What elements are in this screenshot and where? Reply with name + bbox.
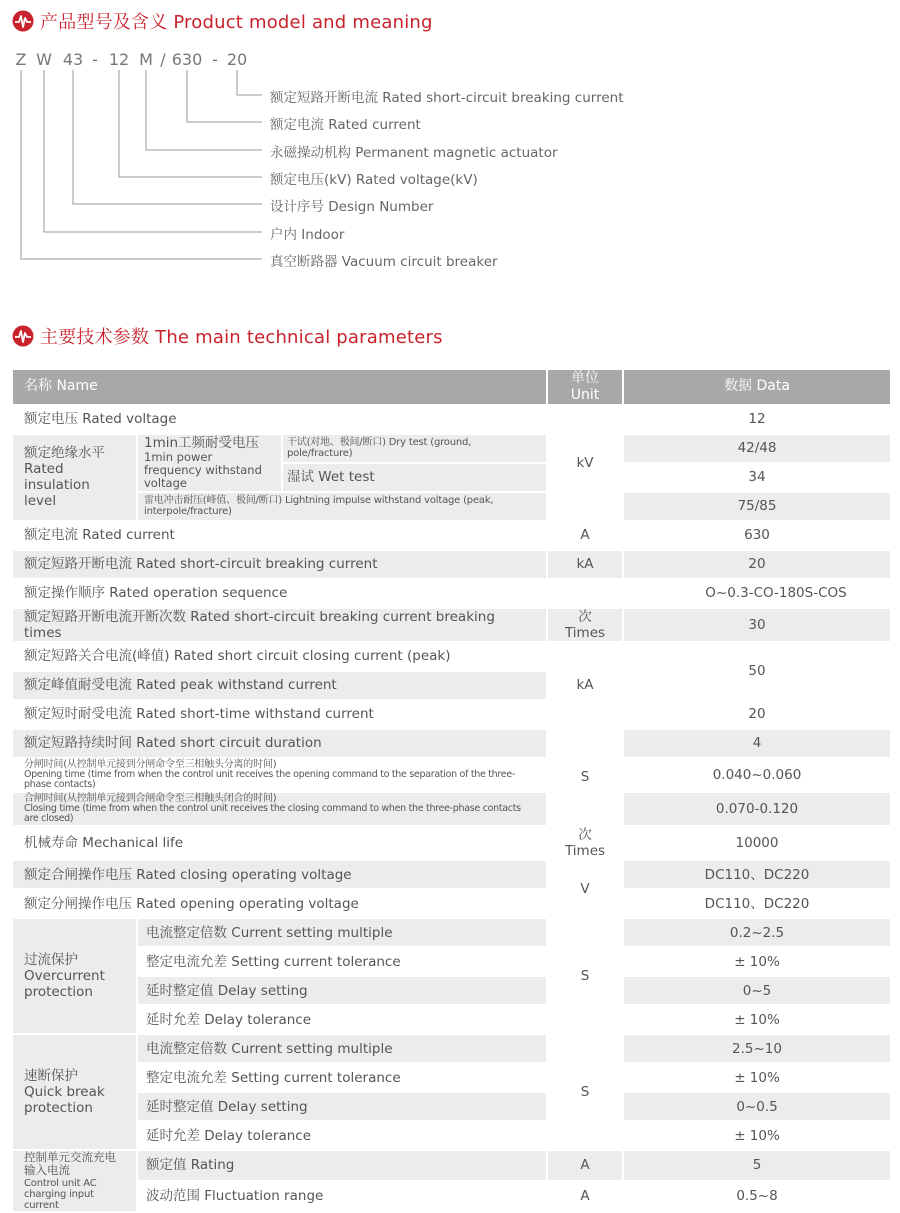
param-unit: V [547, 860, 623, 918]
header-name: 名称 Name [13, 370, 547, 405]
table-row [13, 1092, 891, 1121]
section-title: 产品型号及含义 Product model and meaning [40, 12, 433, 33]
param-name: 延时允差 Delay tolerance [137, 1005, 547, 1034]
param-value: 12 [623, 405, 891, 434]
param-name: 延时整定值 Delay setting [137, 976, 547, 1005]
param-value: 4 [623, 729, 891, 758]
table-row [13, 550, 891, 579]
model-code-char: W [36, 50, 52, 69]
param-value: 10000 [623, 826, 891, 860]
param-name-group [13, 758, 547, 792]
param-name: 额定合闸操作电压 Rated closing operating voltage [13, 860, 547, 889]
section-heading-parameters [12, 323, 443, 349]
table-row [13, 860, 891, 889]
param-name-group [13, 434, 137, 521]
param-unit: A [547, 521, 623, 550]
table-row [13, 434, 891, 463]
table-row [13, 405, 891, 434]
model-meaning: 设计序号 Design Number [270, 199, 434, 215]
param-unit: kA [547, 550, 623, 579]
param-name: 雷电冲击耐压(峰值、极间/断口) Lightning impulse withstand voltage (peak, interpole/fracture) [137, 492, 547, 521]
param-value: 42/48 [623, 434, 891, 463]
param-value: ± 10% [623, 1005, 891, 1034]
param-name-cn: 速断保护 [24, 1067, 78, 1084]
param-name: 额定短路开断电流开断次数 Rated short-circuit breaking current breaking times [13, 608, 547, 642]
param-name: 额定峰值耐受电流 Rated peak withstand current [13, 671, 547, 700]
param-name-cn: 额定绝缘水平 [24, 444, 105, 461]
table-row [13, 1063, 891, 1092]
param-value: 630 [623, 521, 891, 550]
param-name-en: Closing time (time from when the control unit receives the closing command to when the three-phase contacts are closed) [24, 802, 521, 825]
param-name-cn: 过流保护 [24, 951, 78, 968]
param-value: 20 [623, 700, 891, 729]
param-subgroup-cn: 1min工频耐受电压 [144, 434, 260, 451]
model-code-diagram [0, 40, 900, 280]
table-row [13, 918, 891, 947]
table-header-row [13, 370, 891, 405]
param-subgroup [137, 434, 282, 492]
param-name: 波动范围 Fluctuation range [137, 1181, 547, 1212]
param-name-group [13, 1034, 137, 1150]
table-row [13, 608, 891, 642]
param-name-en: Opening time (time from when the control unit receives the opening command to the separation of the three-phase contacts) [24, 768, 516, 791]
param-name-en: Rated insulation level [24, 460, 90, 510]
model-meaning: 永磁操动机构 Permanent magnetic actuator [270, 145, 558, 161]
param-value: 30 [623, 608, 891, 642]
param-unit: A [547, 1150, 623, 1181]
table-row [13, 492, 891, 521]
param-name: 额定操作顺序 Rated operation sequence [13, 579, 547, 608]
param-value: 0.2~2.5 [623, 918, 891, 947]
table-row [13, 700, 891, 729]
param-name: 机械寿命 Mechanical life [13, 826, 547, 860]
param-unit: S [547, 729, 623, 826]
param-name-en: Control unit AC charging input current [24, 1177, 97, 1211]
param-value: ± 10% [623, 1121, 891, 1150]
param-value: O~0.3-CO-180S-COS [547, 579, 891, 608]
param-value: 2.5~10 [623, 1034, 891, 1063]
pulse-logo-icon [12, 325, 34, 347]
param-value: ± 10% [623, 1063, 891, 1092]
model-meaning: 户内 Indoor [270, 227, 345, 243]
table-row [13, 1150, 891, 1181]
param-unit: S [547, 918, 623, 1034]
param-name-cn: 合闸时间(从控制单元接到合闸命令至三相触头闭合的时间) [24, 792, 277, 804]
param-name-en: Overcurrent protection [24, 968, 105, 1001]
model-code-char: 12 [108, 50, 130, 69]
param-name: 电流整定倍数 Current setting multiple [137, 918, 547, 947]
param-value: 0~5 [623, 976, 891, 1005]
param-name-cn: 控制单元交流充电输入电流 [24, 1150, 116, 1178]
param-value: 20 [623, 550, 891, 579]
table-row [13, 521, 891, 550]
param-unit: kV [547, 405, 623, 521]
param-unit: 次 Times [547, 608, 623, 642]
model-meaning: 额定短路开断电流 Rated short-circuit breaking current [270, 90, 624, 106]
param-name: 整定电流允差 Setting current tolerance [137, 1063, 547, 1092]
model-code-char: 43 [62, 50, 84, 69]
table-row [13, 947, 891, 976]
param-value: DC110、DC220 [623, 860, 891, 889]
param-name: 延时整定值 Delay setting [137, 1092, 547, 1121]
param-name: 干试(对地、极间/断口) Dry test (ground, pole/fracture) [282, 434, 547, 463]
param-value: 5 [623, 1150, 891, 1181]
param-value: 34 [623, 463, 891, 492]
model-code-char: / [160, 50, 166, 69]
section-heading-model [12, 8, 433, 34]
param-name-group [13, 792, 547, 826]
param-value: 75/85 [623, 492, 891, 521]
param-unit: A [547, 1181, 623, 1212]
param-value: ± 10% [623, 947, 891, 976]
table-row [13, 579, 891, 608]
param-name: 额定短路关合电流(峰值) Rated short circuit closing current (peak) [13, 642, 547, 671]
param-subgroup-en: 1min power frequency withstand voltage [144, 449, 262, 491]
parameters-table [13, 370, 891, 1213]
table-row [13, 826, 891, 860]
model-meaning: 额定电压(kV) Rated voltage(kV) [270, 172, 478, 188]
table-row [13, 1121, 891, 1150]
param-name: 延时允差 Delay tolerance [137, 1121, 547, 1150]
model-code-char: 20 [226, 50, 248, 69]
table-row [13, 792, 891, 826]
model-code-char: 630 [171, 50, 203, 69]
param-name-group [13, 918, 137, 1034]
table-row [13, 1181, 891, 1212]
table-row [13, 1034, 891, 1063]
param-value: 0~0.5 [623, 1092, 891, 1121]
model-code-char: Z [15, 50, 27, 69]
table-row [13, 758, 891, 792]
header-unit: 单位 Unit [547, 370, 623, 405]
param-name: 整定电流允差 Setting current tolerance [137, 947, 547, 976]
param-value: 0.5~8 [623, 1181, 891, 1212]
table-row [13, 976, 891, 1005]
model-code-char: - [212, 50, 218, 69]
param-unit: kA [547, 642, 623, 729]
param-unit: 次 Times [547, 826, 623, 860]
param-name: 额定电压 Rated voltage [13, 405, 547, 434]
table-row [13, 1005, 891, 1034]
param-name-en: Quick break protection [24, 1084, 105, 1117]
model-meaning: 额定电流 Rated current [270, 117, 421, 133]
header-data: 数据 Data [623, 370, 891, 405]
param-name: 湿试 Wet test [282, 463, 547, 492]
model-meaning: 真空断路器 Vacuum circuit breaker [270, 254, 498, 270]
param-name-cn: 分闸时间(从控制单元接到分闸命令至三相触头分离的时间) [24, 758, 277, 770]
model-code-char: M [139, 50, 153, 69]
param-unit: S [547, 1034, 623, 1150]
table-row [13, 642, 891, 671]
param-name: 额定值 Rating [137, 1150, 547, 1181]
pulse-logo-icon [12, 10, 34, 32]
param-name: 电流整定倍数 Current setting multiple [137, 1034, 547, 1063]
param-name: 额定电流 Rated current [13, 521, 547, 550]
model-code-char: - [92, 50, 98, 69]
param-name: 额定短路开断电流 Rated short-circuit breaking current [13, 550, 547, 579]
param-value: 0.040~0.060 [623, 758, 891, 792]
param-name: 额定短时耐受电流 Rated short-time withstand current [13, 700, 547, 729]
section-title: 主要技术参数 The main technical parameters [40, 327, 443, 348]
table-row [13, 729, 891, 758]
param-name-group [13, 1150, 137, 1211]
param-name: 额定分闸操作电压 Rated opening operating voltage [13, 889, 547, 918]
param-value: DC110、DC220 [623, 889, 891, 918]
table-row [13, 889, 891, 918]
param-name: 额定短路持续时间 Rated short circuit duration [13, 729, 547, 758]
param-value: 50 [623, 642, 891, 700]
param-value: 0.070-0.120 [623, 792, 891, 826]
